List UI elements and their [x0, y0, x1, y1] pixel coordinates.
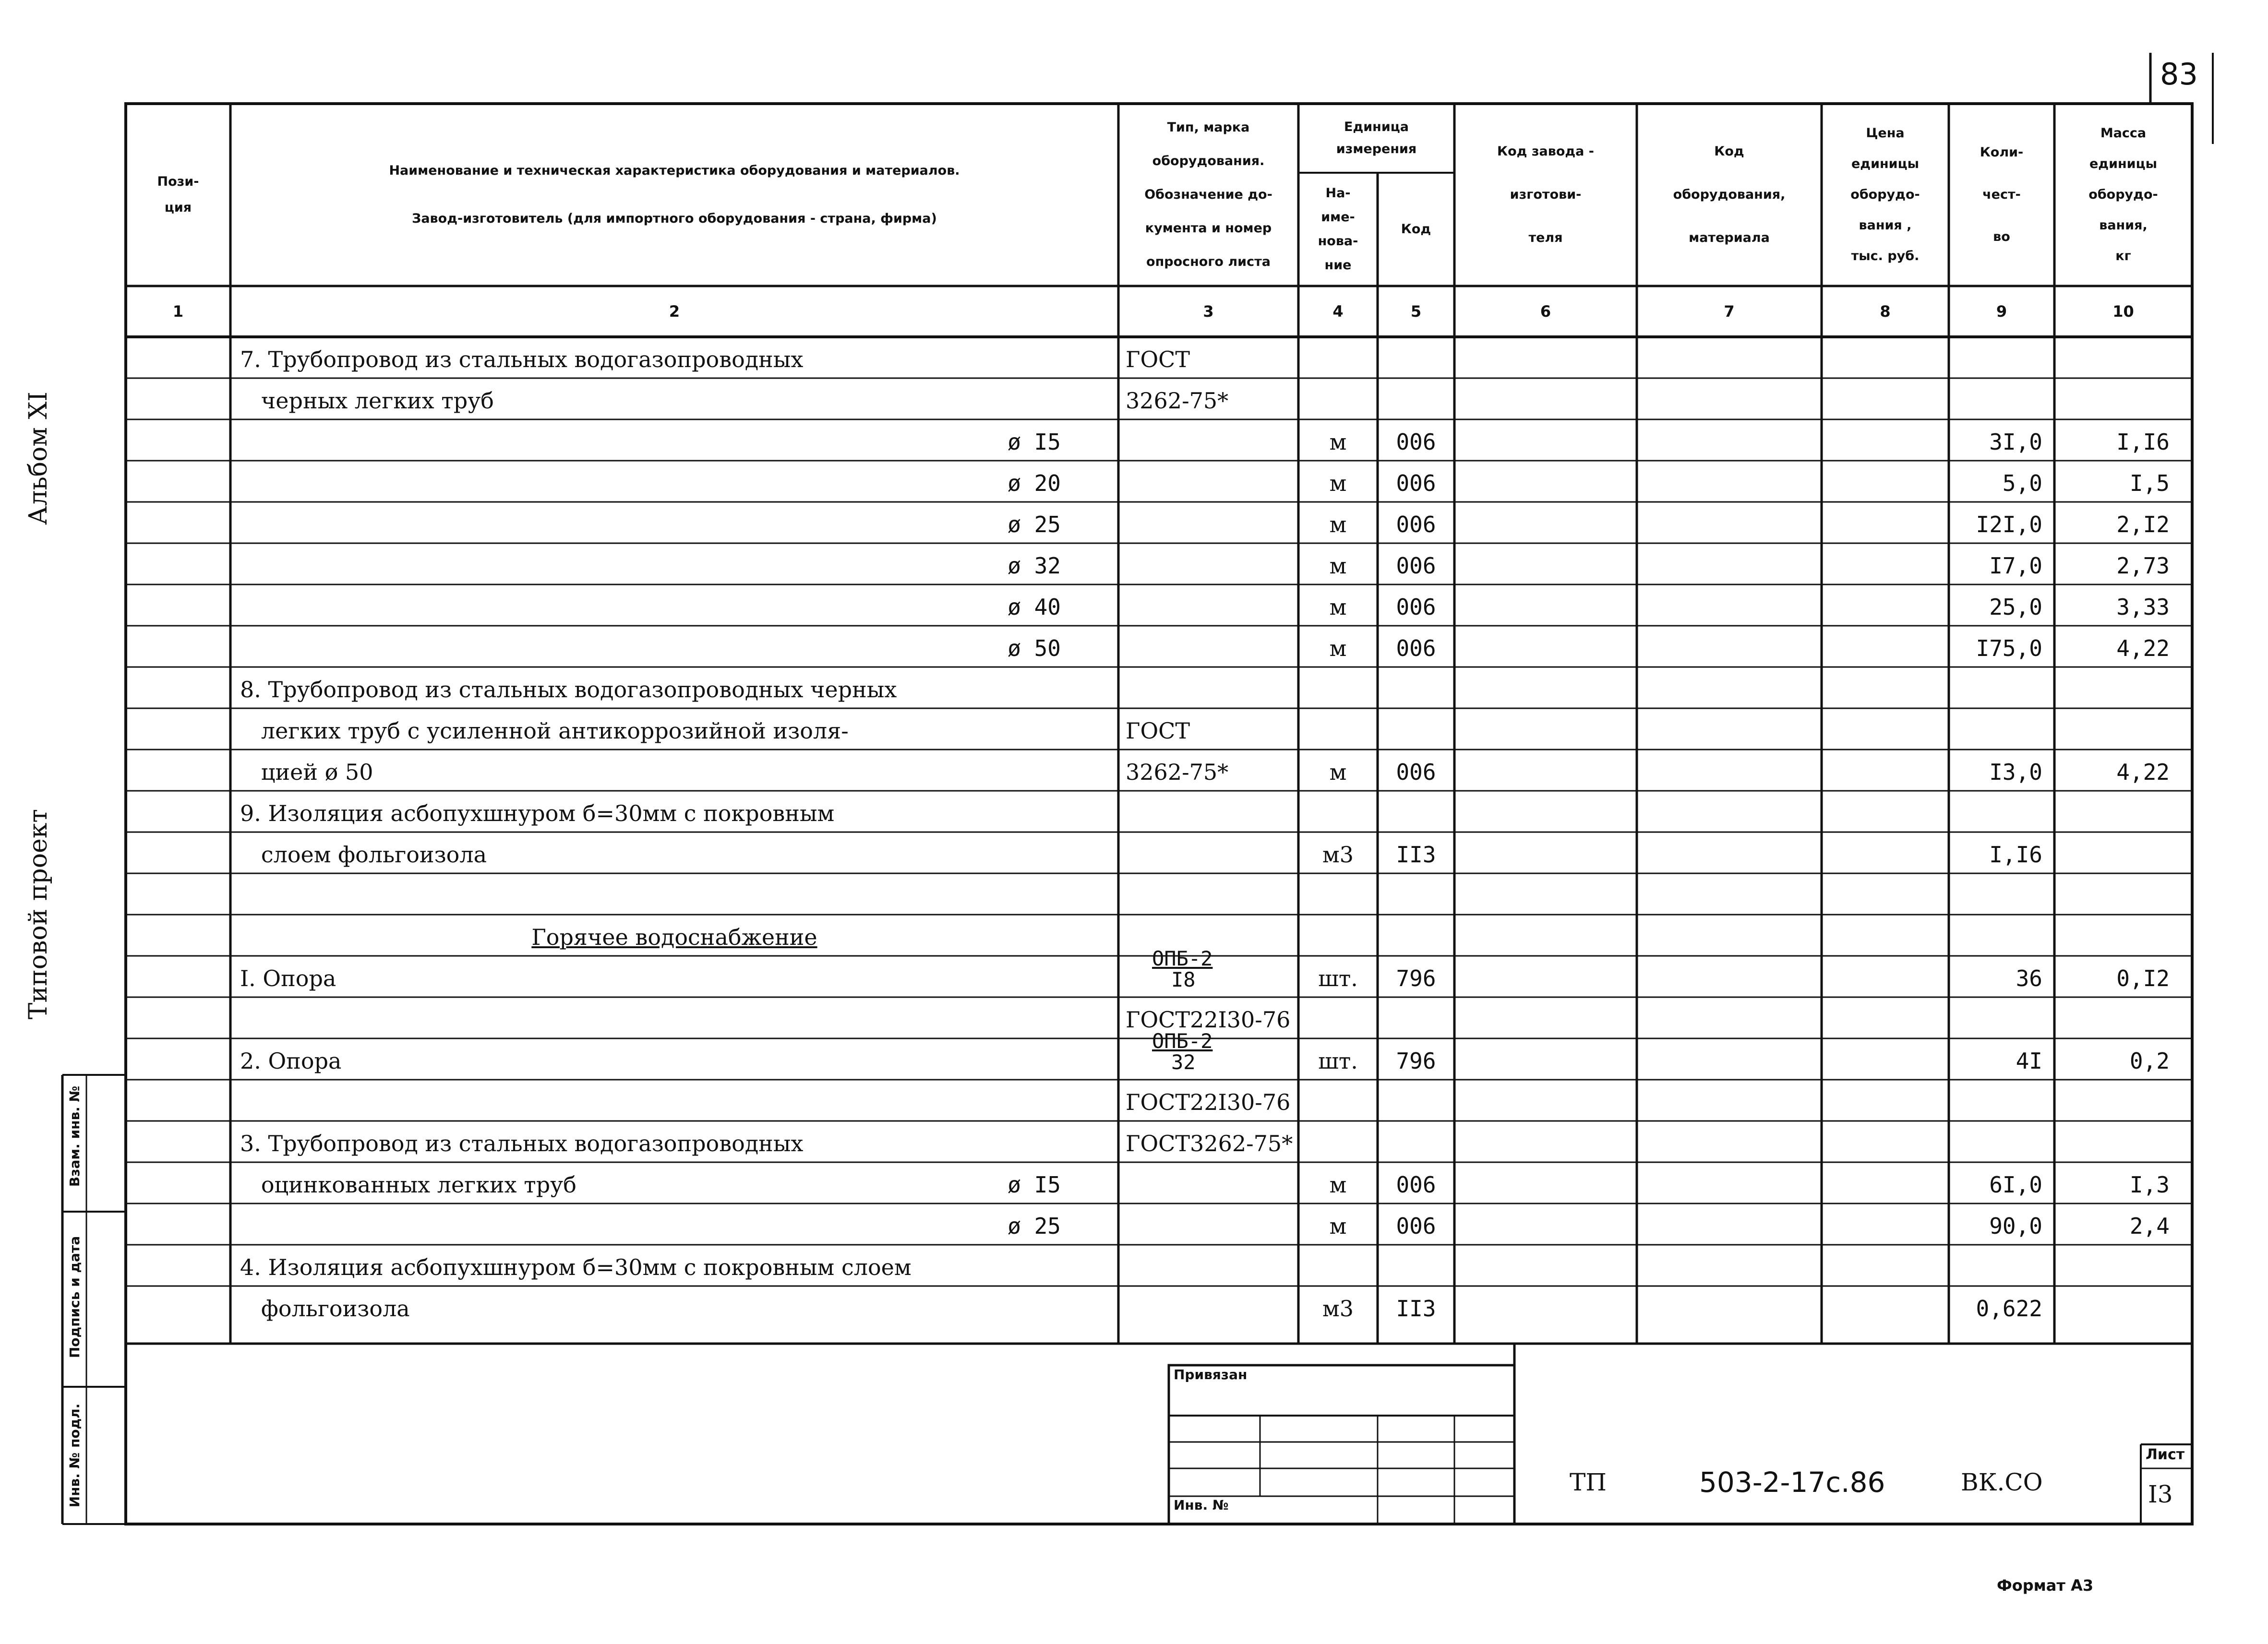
unit-code: 006	[1396, 553, 1436, 579]
header-plant-code: Код завода - изготови- теля	[1497, 144, 1594, 245]
column-number: 8	[1880, 302, 1891, 321]
unit-code: 006	[1396, 470, 1436, 496]
diameter: ø 40	[1008, 594, 1061, 620]
unit-name: м	[1329, 759, 1347, 785]
type-mark: ГОСТ	[1126, 346, 1190, 372]
unit-name: м	[1329, 594, 1347, 620]
column-number: 10	[2112, 302, 2134, 321]
unit-mass: 2,4	[2129, 1213, 2170, 1239]
unit-mass: 2,I2	[2116, 512, 2170, 537]
stamp-mark: ВК.СО	[1961, 1468, 2043, 1496]
unit-mass: 3,33	[2116, 594, 2170, 620]
stamp-number: 503-2-17с.86	[1699, 1466, 1885, 1499]
format-label: Формат А3	[1997, 1576, 2094, 1595]
unit-name: м	[1329, 553, 1347, 579]
stamp-project-code: ТП	[1570, 1468, 1607, 1496]
unit-code: 006	[1396, 594, 1436, 620]
column-number: 5	[1410, 302, 1422, 321]
item-name: фольгоизола	[240, 1296, 410, 1322]
unit-code: II3	[1396, 1296, 1436, 1322]
item-name: 4. Изоляция асбопухшнуром б=30мм с покровным слоем	[240, 1254, 912, 1280]
type-fraction-bottom: 32	[1171, 1050, 1196, 1074]
header-unit: Единица измерения	[1336, 119, 1417, 156]
unit-name: шт.	[1318, 1048, 1358, 1074]
unit-code: 006	[1396, 1172, 1436, 1198]
unit-name: м3	[1322, 1296, 1354, 1322]
header-name: Наименование и техническая характеристика оборудования и материалов. Завод-изготовитель (для импортного оборудования - страна, фирма)	[389, 163, 960, 226]
section-title: Горячее водоснабжение	[531, 924, 817, 950]
inv-replace-label: Взам. инв. №	[66, 1085, 83, 1187]
column-number: 4	[1332, 302, 1344, 321]
unit-name: м	[1329, 429, 1347, 455]
column-number: 2	[669, 302, 680, 321]
type-mark: 3262-75*	[1126, 759, 1229, 785]
type-fraction-top: ОПБ-2	[1152, 947, 1213, 970]
unit-code: 006	[1396, 429, 1436, 455]
unit-code: 796	[1396, 1048, 1436, 1074]
column-number: 7	[1724, 302, 1735, 321]
quantity: 6I,0	[1989, 1172, 2042, 1198]
diameter: ø 25	[1008, 1213, 1061, 1239]
inv-orig-label: Инв. № подл.	[66, 1403, 83, 1508]
diameter: ø 20	[1008, 470, 1061, 496]
header-position: Пози- ция	[157, 174, 199, 215]
type-mark: 3262-75*	[1126, 388, 1229, 414]
quantity: 90,0	[1989, 1213, 2042, 1239]
quantity: I2I,0	[1976, 512, 2042, 537]
column-number: 1	[172, 302, 184, 321]
stamp-sheet-label: Лист	[2146, 1446, 2185, 1463]
quantity: 5,0	[2002, 470, 2042, 496]
stamp-inv-label: Инв. №	[1174, 1497, 1229, 1513]
unit-mass: 0,I2	[2116, 965, 2170, 991]
unit-code: II3	[1396, 842, 1436, 868]
unit-mass: 2,73	[2116, 553, 2170, 579]
quantity: I,I6	[1989, 842, 2042, 868]
unit-name: м	[1329, 512, 1347, 537]
unit-mass: 4,22	[2116, 635, 2170, 661]
item-name: 7. Трубопровод из стальных водогазопроводных	[240, 346, 804, 372]
page-number: 83	[2160, 57, 2198, 92]
stamp-tied-label: Привязан	[1174, 1367, 1248, 1382]
type-mark: ГОСТ22I30-76	[1126, 1007, 1291, 1033]
unit-name: м	[1329, 1213, 1347, 1239]
header-equipment-code: Код оборудования, материала	[1673, 144, 1786, 245]
type-fraction-bottom: I8	[1171, 968, 1196, 991]
header-price: Цена единицы оборудо- вания , тыс. руб.	[1850, 126, 1920, 263]
unit-mass: 0,2	[2129, 1048, 2170, 1074]
header-type: Тип, марка оборудования. Обозначение до- кумента и номер опросного листа	[1144, 120, 1272, 269]
diameter: ø 50	[1008, 635, 1061, 661]
header-unit-name: На- име- нова- ние	[1318, 186, 1358, 273]
quantity: 0,622	[1976, 1296, 2042, 1322]
quantity: 3I,0	[1989, 429, 2042, 455]
column-number: 3	[1203, 302, 1214, 321]
diameter: ø 25	[1008, 512, 1061, 537]
item-name: оцинкованных легких труб	[240, 1172, 576, 1198]
sign-date-label: Подпись и дата	[66, 1236, 83, 1358]
header-unit-code: Код	[1401, 222, 1431, 237]
stamp-sheet-number: I3	[2148, 1480, 2173, 1508]
item-name: черных легких труб	[240, 388, 494, 414]
diameter: ø 32	[1008, 553, 1061, 579]
unit-name: м3	[1322, 842, 1354, 868]
unit-code: 006	[1396, 1213, 1436, 1239]
header-mass: Масса единицы оборудо- вания, кг	[2088, 126, 2158, 263]
item-name: 3. Трубопровод из стальных водогазопроводных	[240, 1131, 804, 1156]
unit-name: м	[1329, 635, 1347, 661]
item-name: 9. Изоляция асбопухшнуром б=30мм с покровным	[240, 800, 835, 826]
item-name: легких труб с усиленной антикоррозийной изоля-	[240, 718, 849, 744]
item-name: 8. Трубопровод из стальных водогазопроводных черных	[240, 677, 897, 703]
type-fraction-top: ОПБ-2	[1152, 1029, 1213, 1053]
column-number: 6	[1540, 302, 1551, 321]
album-label: Альбом XI	[24, 392, 53, 525]
quantity: 25,0	[1989, 594, 2042, 620]
item-name: I. Опора	[240, 965, 336, 991]
type-mark: ГОСТ3262-75*	[1126, 1131, 1293, 1156]
quantity: I7,0	[1989, 553, 2042, 579]
project-label: Типовой проект	[24, 809, 53, 1020]
unit-mass: 4,22	[2116, 759, 2170, 785]
item-name: 2. Опора	[240, 1048, 342, 1074]
unit-code: 006	[1396, 759, 1436, 785]
unit-code: 006	[1396, 512, 1436, 537]
quantity: I75,0	[1976, 635, 2042, 661]
unit-name: м	[1329, 1172, 1347, 1198]
header-quantity: Коли- чест- во	[1980, 145, 2024, 244]
column-number: 9	[1996, 302, 2007, 321]
type-mark: ГОСТ	[1126, 718, 1190, 744]
type-mark: ГОСТ22I30-76	[1126, 1089, 1291, 1115]
unit-mass: I,I6	[2116, 429, 2170, 455]
unit-mass: I,3	[2129, 1172, 2170, 1198]
quantity: 4I	[2016, 1048, 2042, 1074]
diameter: ø I5	[1008, 429, 1061, 455]
diameter: ø I5	[1008, 1172, 1061, 1198]
item-name: слоем фольгоизола	[240, 842, 487, 868]
unit-name: шт.	[1318, 965, 1358, 991]
unit-code: 796	[1396, 965, 1436, 991]
quantity: 36	[2016, 965, 2042, 991]
unit-mass: I,5	[2129, 470, 2170, 496]
unit-code: 006	[1396, 635, 1436, 661]
unit-name: м	[1329, 470, 1347, 496]
item-name: цией ø 50	[240, 759, 373, 785]
quantity: I3,0	[1989, 759, 2042, 785]
